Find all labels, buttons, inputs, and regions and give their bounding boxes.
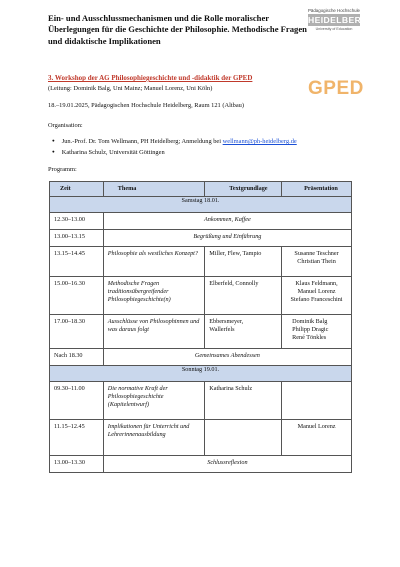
programm-label: Programm: bbox=[48, 166, 77, 173]
table-row bbox=[50, 277, 352, 315]
text-cell: Katharina Schulz bbox=[205, 382, 282, 420]
organisation-label: Organisation: bbox=[48, 122, 83, 129]
organisation-list bbox=[52, 136, 297, 158]
time-cell: 12.30–13.00 bbox=[50, 213, 104, 230]
theme-cell: Ausschlüsse von Philosophinnen und was daraus folgt bbox=[103, 315, 205, 349]
span-cell: Gemeinsames Abendessen bbox=[103, 349, 351, 366]
theme-cell: Philosophie als westliches Konzept? bbox=[103, 247, 205, 277]
theme-cell: Methodische Fragen traditionsübergreifender Philosophiegeschichte(n) bbox=[103, 277, 205, 315]
leitung-line: (Leitung: Dominik Balg, Uni Mainz; Manuel Lorenz, Uni Köln) bbox=[48, 85, 213, 92]
text-cell bbox=[205, 420, 282, 456]
table-row bbox=[50, 315, 352, 349]
table-row bbox=[50, 456, 352, 473]
time-cell: 13.00–13.30 bbox=[50, 456, 104, 473]
presenter-cell: Susanne Teschner Christian Thein bbox=[282, 247, 352, 277]
table-row bbox=[50, 420, 352, 456]
ph-logo-bottom-text: University of Education bbox=[315, 27, 353, 31]
time-cell: 11.15–12.45 bbox=[50, 420, 104, 456]
date-location-line: 18.–19.01.2025, Pädagogischen Hochschule Heidelberg, Raum 121 (Altbau) bbox=[48, 102, 244, 109]
day-row bbox=[50, 366, 352, 382]
email-link[interactable]: wellmann@ph-heidelberg.de bbox=[222, 138, 297, 145]
day-row bbox=[50, 197, 352, 213]
day-label: Samstag 18.01. bbox=[50, 197, 352, 213]
gped-logo: GPED bbox=[308, 78, 364, 99]
header-praesentation: Präsentation bbox=[282, 182, 352, 197]
text-cell: Ebbersmeyer, Wallerfels bbox=[205, 315, 282, 349]
header-thema: Thema bbox=[103, 182, 205, 197]
time-cell: 17.00–18.30 bbox=[50, 315, 104, 349]
document-title: Ein- und Ausschlussmechanismen und die Rolle moralischer Überlegungen für die Geschichte der Philosophie. Methodische Fragen und didaktische Implikationen bbox=[48, 13, 307, 46]
time-cell: 13.15–14.45 bbox=[50, 247, 104, 277]
time-cell: 15.00–16.30 bbox=[50, 277, 104, 315]
theme-cell: Implikationen für Unterricht und Lehrerinnenausbildung bbox=[103, 420, 205, 456]
span-cell: Schlussreflexion bbox=[103, 456, 351, 473]
table-row bbox=[50, 213, 352, 230]
presenter-cell: Klaus Feldmann, Manuel Lorenz Stefano Franceschini bbox=[282, 277, 352, 315]
table-row bbox=[50, 247, 352, 277]
span-cell: Begrüßung und Einführung bbox=[103, 230, 351, 247]
text-cell: Elberfeld, Connolly bbox=[205, 277, 282, 315]
presenter-cell: Dominik Balg Philipp Dragic René Tönkles bbox=[282, 315, 352, 349]
table-row bbox=[50, 230, 352, 247]
presenter-cell: Manuel Lorenz bbox=[282, 420, 352, 456]
ph-logo-top-text: Pädagogische Hochschule bbox=[308, 8, 360, 13]
table-header-row bbox=[50, 182, 352, 197]
organisation-item: ● Jun.-Prof. Dr. Tom Wellmann, PH Heidelberg; Anmeldung bei wellmann@ph-heidelberg.de bbox=[52, 136, 297, 147]
organisation-item: ● Katharina Schulz, Universität Göttingen bbox=[52, 147, 297, 158]
ph-logo-name: HEIDELBERG bbox=[308, 15, 369, 25]
workshop-subtitle: 3. Workshop der AG Philosophiegeschichte und -didaktik der GPED bbox=[48, 74, 253, 82]
table-row bbox=[50, 349, 352, 366]
table-row bbox=[50, 382, 352, 420]
header-textgrundlage: Textgrundlage bbox=[205, 182, 282, 197]
program-table bbox=[49, 181, 352, 473]
text-cell: Miller, Flew, Tampio bbox=[205, 247, 282, 277]
presenter-cell bbox=[282, 382, 352, 420]
theme-cell: Die normative Kraft der Philosophiegeschichte (Kapitelentwurf) bbox=[103, 382, 205, 420]
time-cell: 13.00–13.15 bbox=[50, 230, 104, 247]
time-cell: Nach 18.30 bbox=[50, 349, 104, 366]
ph-heidelberg-logo bbox=[308, 8, 369, 31]
time-cell: 09.30–11.00 bbox=[50, 382, 104, 420]
header-zeit: Zeit bbox=[50, 182, 104, 197]
span-cell: Ankommen, Kaffee bbox=[103, 213, 351, 230]
day-label: Sonntag 19.01. bbox=[50, 366, 352, 382]
